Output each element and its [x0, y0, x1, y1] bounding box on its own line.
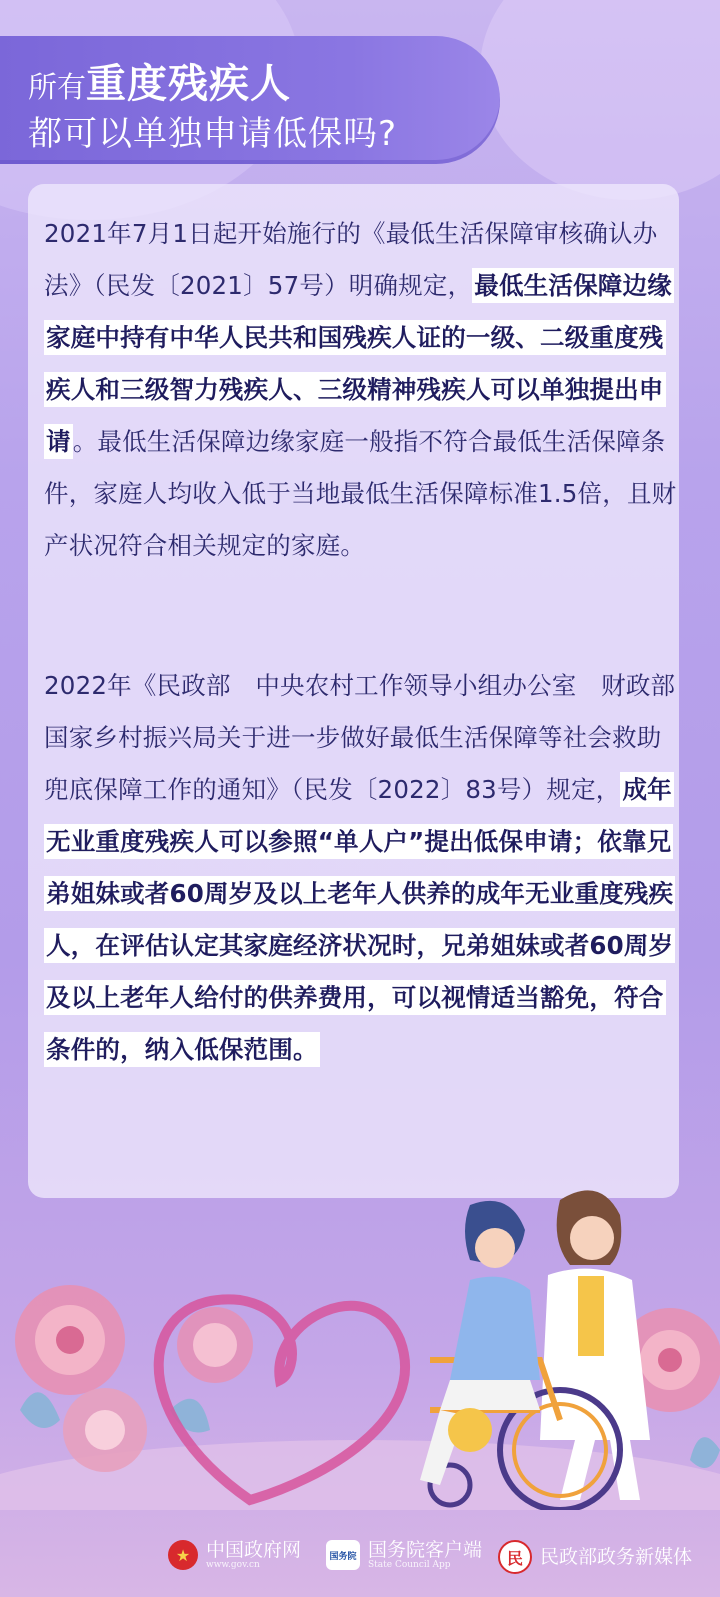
footer-label: 国务院客户端 [368, 1539, 483, 1561]
paragraph-text: 2022年《民政部 中央农村工作领导小组办公室 财政部 国家乡村振兴局关于进一步做好最低生活保障等社会救助兜底保障工作的通知》（民发〔2022〕83号）规定， [44, 671, 700, 804]
background-blob [480, 0, 720, 200]
flower-icon [63, 1388, 147, 1472]
flower-icon [177, 1307, 253, 1383]
paragraph-text: 2021年7月1日起开始施行的《最低生活保障审核确认办法》（民发〔2021〕57号）明确规定， [44, 219, 658, 300]
footer-sub-label: State Council App [368, 1560, 451, 1570]
paragraph-text: 。最低生活保障边缘家庭一般指不符合最低生活保障条件，家庭人均收入低于当地最低生活保障标准1.5倍，且财产状况符合相关规定的家庭。 [44, 427, 677, 560]
mca-logo-icon: 民 [498, 1540, 532, 1574]
national-emblem-icon: ★ [168, 1540, 198, 1570]
flower-icon [15, 1285, 125, 1395]
footer-state-council-app[interactable] [326, 1540, 482, 1570]
title-emphasis: 重度残疾人 [86, 61, 292, 107]
footer-sub-label: www.gov.cn [206, 1560, 260, 1570]
footer-label: 中国政府网 [206, 1539, 302, 1561]
page-title-line1 [28, 52, 291, 109]
page-title-line2: 都可以单独申请低保吗? [28, 114, 398, 154]
footer-label: 民政部政务新媒体 [540, 1546, 693, 1568]
highlighted-text: 成年无业重度残疾人可以参照“单人户”提出低保申请；依靠兄弟姐妹或者60周岁及以上老年人供养的成年无业重度残疾人，在评估认定其家庭经济状况时，兄弟姐妹或者60周岁及以上老年人给付的供养费用，可以视情适当豁免，符合条件的，纳入低保范围。 [44, 772, 675, 1067]
paragraph-2021-policy [44, 208, 684, 572]
paragraph-2022-policy [44, 660, 700, 1076]
state-council-app-icon: 国务院 [326, 1540, 360, 1570]
footer-mca[interactable] [498, 1540, 692, 1574]
seated-person-figure [420, 1201, 540, 1485]
illustration-caregiver-wheelchair [0, 1180, 720, 1510]
title-prefix: 所有 [28, 70, 87, 104]
highlighted-text: 最低生活保障边缘家庭中持有中华人民共和国残疾人证的一级、二级重度残疾人和三级智力残疾人、三级精神残疾人可以单独提出申请 [44, 268, 674, 459]
footer-gov-cn[interactable] [168, 1540, 301, 1570]
